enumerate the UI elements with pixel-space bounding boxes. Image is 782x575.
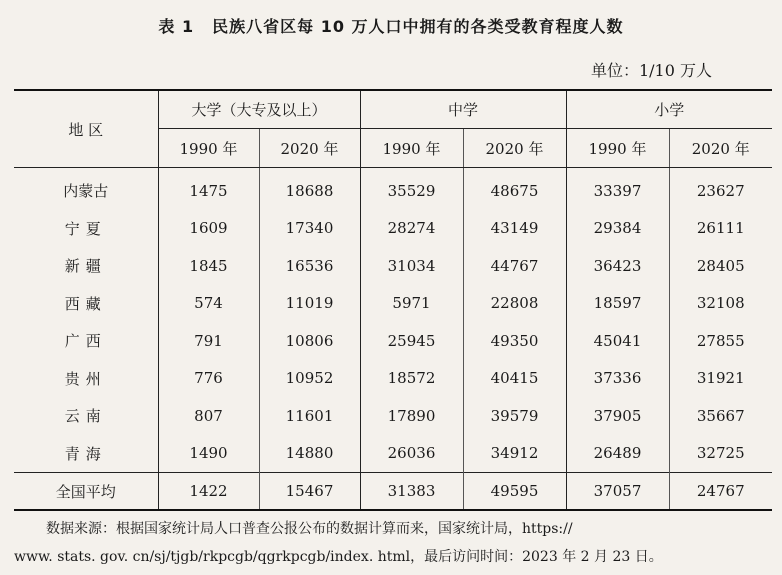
value-cell: 18597 xyxy=(566,285,669,323)
table-title-text: 民族八省区每 10 万人口中拥有的各类受教育程度人数 xyxy=(212,17,624,36)
value-cell: 32108 xyxy=(669,285,772,323)
value-cell: 37336 xyxy=(566,360,669,398)
value-cell: 1609 xyxy=(158,210,259,248)
table-row xyxy=(14,247,772,285)
value-cell: 35667 xyxy=(669,397,772,435)
region-cell: 宁夏 xyxy=(64,219,107,238)
table-row xyxy=(14,168,772,210)
value-cell: 10806 xyxy=(259,322,360,360)
year-header: 1990 年 xyxy=(158,129,259,168)
value-cell: 10952 xyxy=(259,360,360,398)
table-row xyxy=(14,360,772,398)
value-cell: 31034 xyxy=(360,247,463,285)
region-header: 地 区 xyxy=(14,90,158,168)
unit-label: 单位：1/10 万人 xyxy=(590,61,712,80)
value-cell: 37057 xyxy=(566,473,669,511)
value-cell: 5971 xyxy=(360,285,463,323)
region-cell: 广西 xyxy=(64,332,107,351)
value-cell: 33397 xyxy=(566,168,669,210)
value-cell: 27855 xyxy=(669,322,772,360)
value-cell: 807 xyxy=(158,397,259,435)
value-cell: 776 xyxy=(158,360,259,398)
table-number: 表 1 xyxy=(158,17,195,36)
group-header-middle-school: 中学 xyxy=(360,90,566,129)
value-cell: 11601 xyxy=(259,397,360,435)
value-cell: 1845 xyxy=(158,247,259,285)
group-header-university: 大学（大专及以上） xyxy=(158,90,360,129)
value-cell: 25945 xyxy=(360,322,463,360)
year-header: 2020 年 xyxy=(669,129,772,168)
value-cell: 40415 xyxy=(463,360,566,398)
data-source-note xyxy=(14,515,772,571)
value-cell: 15467 xyxy=(259,473,360,511)
value-cell: 23627 xyxy=(669,168,772,210)
value-cell: 1422 xyxy=(158,473,259,511)
value-cell: 29384 xyxy=(566,210,669,248)
value-cell: 574 xyxy=(158,285,259,323)
region-cell: 西藏 xyxy=(64,294,107,313)
value-cell: 35529 xyxy=(360,168,463,210)
value-cell: 17890 xyxy=(360,397,463,435)
value-cell: 1490 xyxy=(158,435,259,473)
value-cell: 45041 xyxy=(566,322,669,360)
value-cell: 36423 xyxy=(566,247,669,285)
education-table xyxy=(14,89,772,511)
table-row xyxy=(14,285,772,323)
value-cell: 17340 xyxy=(259,210,360,248)
value-cell: 44767 xyxy=(463,247,566,285)
value-cell: 26036 xyxy=(360,435,463,473)
value-cell: 48675 xyxy=(463,168,566,210)
year-header: 1990 年 xyxy=(566,129,669,168)
year-header: 2020 年 xyxy=(463,129,566,168)
value-cell: 11019 xyxy=(259,285,360,323)
region-cell: 云南 xyxy=(64,407,107,426)
value-cell: 32725 xyxy=(669,435,772,473)
table-row xyxy=(14,210,772,248)
value-cell: 43149 xyxy=(463,210,566,248)
group-header-primary-school: 小学 xyxy=(566,90,772,129)
table-title xyxy=(0,14,782,37)
value-cell: 18688 xyxy=(259,168,360,210)
table-row xyxy=(14,435,772,473)
value-cell: 28274 xyxy=(360,210,463,248)
region-cell: 青海 xyxy=(64,444,107,463)
value-cell: 26111 xyxy=(669,210,772,248)
table-row xyxy=(14,322,772,360)
region-cell: 全国平均 xyxy=(14,473,158,511)
value-cell: 16536 xyxy=(259,247,360,285)
year-header: 2020 年 xyxy=(259,129,360,168)
region-cell: 新疆 xyxy=(64,257,107,276)
value-cell: 31921 xyxy=(669,360,772,398)
value-cell: 28405 xyxy=(669,247,772,285)
value-cell: 18572 xyxy=(360,360,463,398)
value-cell: 24767 xyxy=(669,473,772,511)
value-cell: 34912 xyxy=(463,435,566,473)
region-cell: 贵州 xyxy=(64,369,107,388)
value-cell: 37905 xyxy=(566,397,669,435)
value-cell: 49350 xyxy=(463,322,566,360)
region-cell: 内蒙古 xyxy=(63,182,109,201)
value-cell: 39579 xyxy=(463,397,566,435)
value-cell: 31383 xyxy=(360,473,463,511)
value-cell: 22808 xyxy=(463,285,566,323)
value-cell: 14880 xyxy=(259,435,360,473)
table-row xyxy=(14,397,772,435)
source-line-2: www. stats. gov. cn/sj/tjgb/rkpcgb/qgrkpcgb/index. html，最后访问时间：2023 年 2 月 23 日。 xyxy=(14,549,663,565)
national-average-row xyxy=(14,473,772,511)
value-cell: 791 xyxy=(158,322,259,360)
source-line-1: 数据来源：根据国家统计局人口普查公报公布的数据计算而来，国家统计局，https:// xyxy=(46,521,573,537)
value-cell: 1475 xyxy=(158,168,259,210)
value-cell: 26489 xyxy=(566,435,669,473)
value-cell: 49595 xyxy=(463,473,566,511)
year-header: 1990 年 xyxy=(360,129,463,168)
